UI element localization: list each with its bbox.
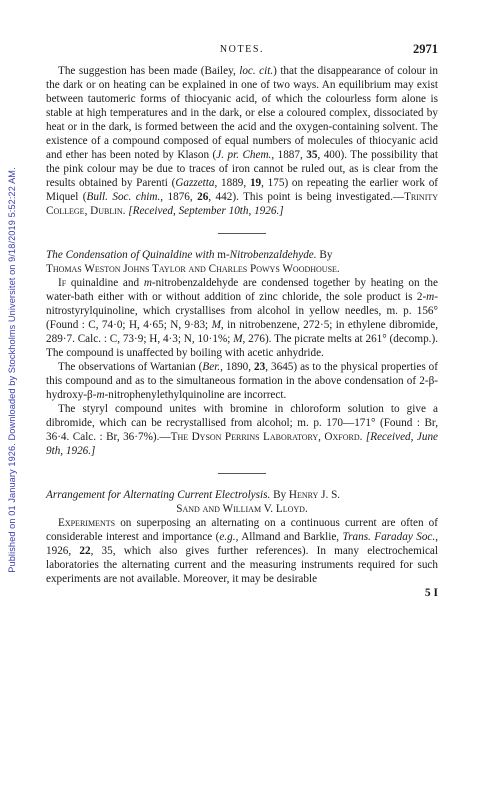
affiliation: The Dyson Perrins Laboratory, Oxford. bbox=[170, 431, 363, 443]
paragraph: Experiments on superposing an alternating on a continuous current are often of considerable interest and importance (e.g., Allmand and Barklie, Trans. Faraday Soc., 1926, 22, 35, which also gives further references). In many electrochemical laboratories the alternating current and the measuring instruments required for such experiments are not available. Moreover, it may be desirable bbox=[46, 517, 438, 585]
section-divider bbox=[218, 233, 266, 234]
page-number: 2971 bbox=[413, 42, 438, 56]
watermark-text: Published on 01 January 1926. Downloaded by Stockholms Universitet on 9/18/2019 5:52:22 AM. bbox=[7, 167, 17, 573]
download-watermark bbox=[4, 60, 20, 680]
note-alternating-current bbox=[46, 488, 438, 586]
authors: Sand and William V. Lloyd. bbox=[176, 503, 308, 515]
note-thiocyanic-acid bbox=[46, 64, 438, 218]
note-quinaldine bbox=[46, 248, 438, 458]
running-title: NOTES. bbox=[219, 44, 265, 55]
signature-mark: 5 I bbox=[424, 587, 438, 599]
paragraph: The suggestion has been made (Bailey, loc. cit.) that the disappearance of colour in the dark or on heating can be explained in one of two ways. An equilibrium may exist between tautomeric forms of thiocyanic acid, of which the colourless form alone is stable at high temperatures and in the dark, or else a coloured complex, dissociated by heat or in the dark, is formed between the acid and the oxygen-containing solvent. The existence of a compound composed of equal numbers of molecules of thiocyanic acid and ether has been noted by Klason (J. pr. Chem., 1887, 35, 400). The possibility that the pink colour may be due to traces of iron cannot be ruled out, as is clear from the results obtained by Parenti (Gazzetta, 1889, 19, 175) on repeating the earlier work of Miquel (Bull. Soc. chim., 1876, 26, 442). This point is being investigated.—Trinity College, Dublin. [Received, September 10th, 1926.] bbox=[46, 65, 439, 217]
section-divider bbox=[218, 473, 266, 474]
affiliation: Trinity College, Dublin. bbox=[46, 191, 439, 217]
running-head bbox=[46, 42, 438, 64]
received-date: [Received, September 10th, 1926.] bbox=[128, 205, 284, 217]
article-title: Arrangement for Alternating Current Electrolysis. By Henry J. S. bbox=[46, 489, 341, 501]
authors: Thomas Weston Johns Taylor and Charles Powys Woodhouse. bbox=[46, 263, 340, 275]
paragraph: If quinaldine and m-nitrobenzaldehyde are condensed together by heating on the water-bath either with or without addition of zinc chloride, the sole product is 2-m-nitrostyrylquinoline, which crystallises from alcohol in yellow needles, m. p. 156° (Found : C, 74·0; H, 4·65; N, 9·83; M, in nitrobenzene, 272·5; in ethylene dibromide, 289·7. Calc. : C, 73·9; H, 4·3; N, 10·1%; M, 276). The picrate melts at 261° (decomp.). The compound is unaffected by boiling with acetic anhydride. bbox=[46, 277, 438, 359]
paragraph: The styryl compound unites with bromine in chloroform solution to give a dibromide, which can be recrystallised from alcohol; m. p. 170—171° (Found : Br, 36·4. Calc. : Br, 36·7%).—The Dyson Perrins Laboratory, Oxford. [Received, June 9th, 1926.] bbox=[46, 403, 438, 457]
paragraph: The observations of Wartanian (Ber., 1890, 23, 3645) as to the physical properties of this compound and as to the simultaneous formation in the above condensation of 2-β-hydroxy-β-m-nitrophenylethylquinoline are incorrect. bbox=[46, 361, 439, 401]
article-title: The Condensation of Quinaldine with m-Nitrobenzaldehyde. By bbox=[46, 249, 333, 261]
page bbox=[46, 42, 438, 599]
received-date: [Received, June 9th, 1926.] bbox=[46, 431, 438, 457]
